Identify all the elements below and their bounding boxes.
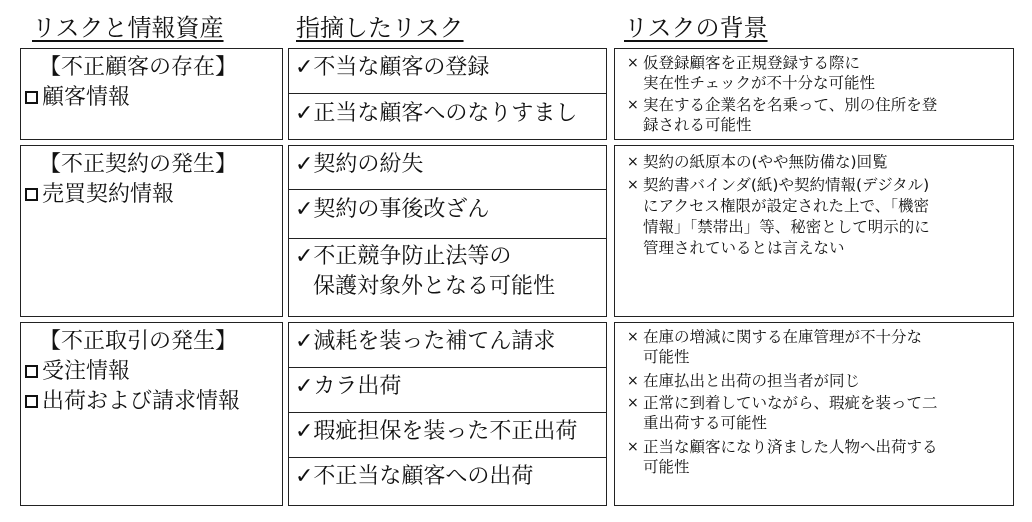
divider: [289, 412, 606, 413]
category-title: 【不正取引の発生】: [39, 329, 238, 354]
risk-box-fraud-contract: [288, 145, 607, 317]
cross-mark-icon: ×: [627, 177, 639, 193]
risk-item: ✓カラ出荷: [295, 374, 402, 399]
cross-mark-icon: ×: [627, 329, 639, 345]
header-risk-background: リスクの背景: [624, 14, 768, 42]
background-item: × 仮登録顧客を正規登録する際に 実在性チェックが不十分な可能性: [627, 54, 876, 92]
background-item: × 在庫払出と出荷の担当者が同じ: [627, 372, 861, 390]
risk-item: ✓契約の紛失: [295, 152, 424, 177]
risk-box-fraud-customer: [288, 48, 607, 140]
asset-item: 売買契約情報: [39, 180, 282, 210]
asset-item: 顧客情報: [39, 83, 282, 113]
asset-item: 出荷および請求情報: [39, 387, 282, 417]
category-box-fraud-customer: [20, 48, 283, 140]
divider: [289, 238, 606, 239]
cross-mark-icon: ×: [627, 373, 639, 389]
checkbox-icon: [25, 395, 38, 408]
divider: [289, 189, 606, 190]
cross-mark-icon: ×: [627, 55, 639, 71]
background-box-fraud-transaction: [614, 322, 1014, 506]
risk-item: ✓不正競争防止法等の: [295, 244, 512, 269]
checkbox-icon: [25, 365, 38, 378]
header-identified-risks: 指摘したリスク: [296, 14, 464, 42]
background-box-fraud-contract: [614, 145, 1014, 317]
background-box-fraud-customer: [614, 48, 1014, 140]
category-box-fraud-transaction: [20, 322, 283, 506]
divider: [289, 457, 606, 458]
background-item: × 正当な顧客になり済ました人物へ出荷する 可能性: [627, 438, 938, 476]
category-title: 【不正契約の発生】: [39, 152, 238, 177]
category-title: 【不正顧客の存在】: [39, 55, 238, 80]
category-box-fraud-contract: [20, 145, 283, 317]
checkbox-icon: [25, 91, 38, 104]
cross-mark-icon: ×: [627, 439, 639, 455]
header-risk-and-assets: リスクと情報資産: [32, 14, 224, 42]
risk-item: ✓契約の事後改ざん: [295, 197, 490, 222]
risk-item: ✓減耗を装った補てん請求: [295, 329, 556, 354]
risk-item: 保護対象外となる可能性: [313, 274, 556, 299]
cross-mark-icon: ×: [627, 97, 639, 113]
risk-item: ✓正当な顧客へのなりすまし: [295, 101, 578, 126]
background-item: × 契約の紙原本の(やや無防備な)回覧: [627, 153, 888, 171]
risk-item: ✓不正当な顧客への出荷: [295, 464, 534, 489]
cross-mark-icon: ×: [627, 154, 639, 170]
risk-item: ✓瑕疵担保を装った不正出荷: [295, 419, 578, 444]
divider: [289, 93, 606, 94]
background-item: × 在庫の増減に関する在庫管理が不十分な 可能性: [627, 328, 923, 366]
divider: [289, 367, 606, 368]
checkbox-icon: [25, 188, 38, 201]
background-item: × 正常に到着していながら、瑕疵を装って二 重出荷する可能性: [627, 394, 938, 432]
background-item: × 契約書バインダ(紙)や契約情報(デジタル) にアクセス権限が設定された上で、「機密 情報」「禁帯出」等、秘密として明示的に 管理されているとは言えない: [627, 176, 930, 257]
asset-item: 受注情報: [39, 357, 282, 387]
background-item: × 実在する企業名を名乗って、別の住所を登 録される可能性: [627, 96, 938, 134]
cross-mark-icon: ×: [627, 395, 639, 411]
risk-item: ✓不当な顧客の登録: [295, 55, 490, 80]
risk-box-fraud-transaction: [288, 322, 607, 506]
